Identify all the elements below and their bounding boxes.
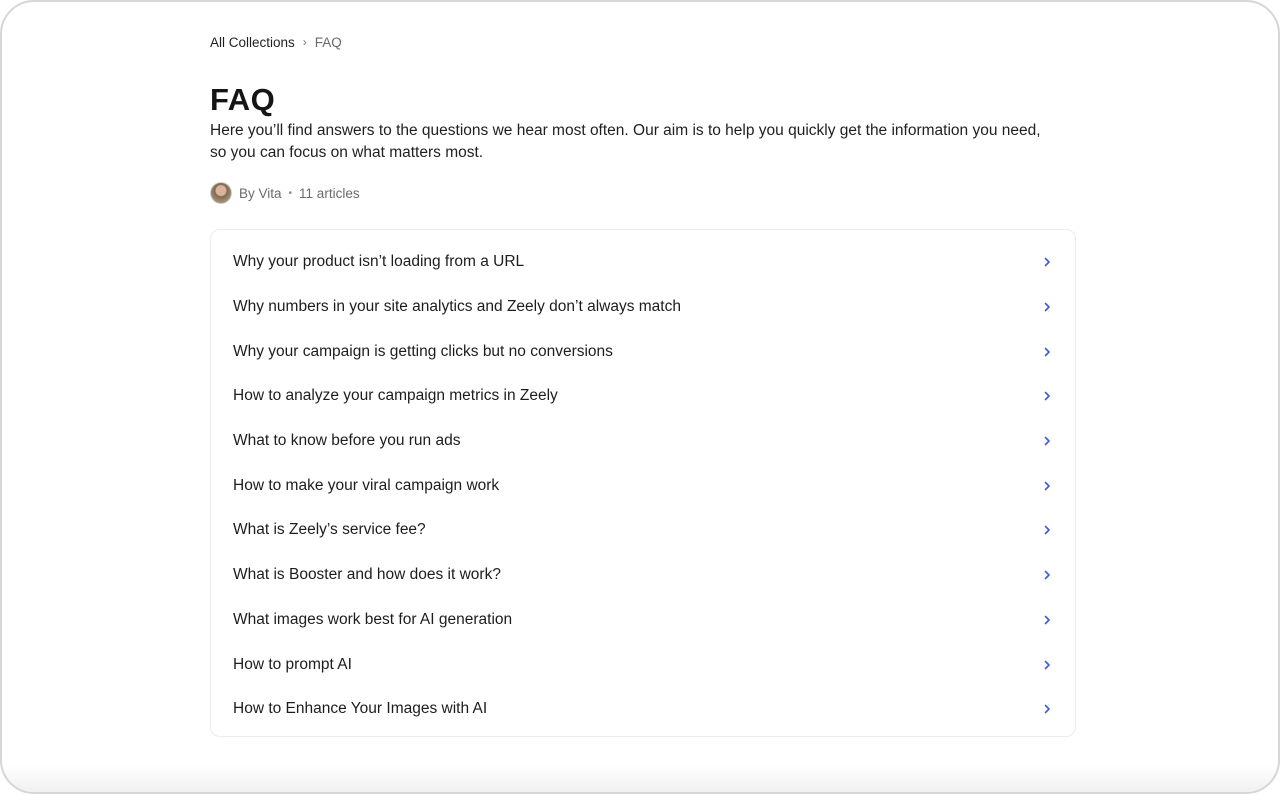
article-title: What images work best for AI generation <box>233 610 513 628</box>
bottom-fade <box>2 764 1278 792</box>
meta-separator-dot: • <box>288 187 293 199</box>
article-row[interactable] <box>211 240 1075 285</box>
chevron-right-icon <box>1041 659 1053 671</box>
chevron-right-icon <box>1041 435 1053 447</box>
breadcrumb-all-collections-link[interactable]: All Collections <box>210 34 295 50</box>
breadcrumb <box>210 32 1076 52</box>
chevron-right-icon <box>1041 301 1053 313</box>
article-count: 11 articles <box>299 185 360 201</box>
article-row[interactable] <box>211 374 1075 419</box>
article-title: How to analyze your campaign metrics in Zeely <box>233 387 558 405</box>
chevron-right-icon <box>1041 256 1053 268</box>
collection-description: Here you’ll find answers to the questions we hear most often. Our aim is to help you quickly get the information you need, so you can focus on what matters most. <box>210 122 1041 161</box>
article-row[interactable] <box>211 687 1075 732</box>
chevron-right-icon <box>1041 703 1053 715</box>
article-row[interactable] <box>211 329 1075 374</box>
chevron-right-icon <box>1041 346 1053 358</box>
author-avatar <box>210 182 232 204</box>
chevron-right-icon <box>1041 614 1053 626</box>
chevron-right-icon <box>1041 480 1053 492</box>
article-title: What is Zeely’s service fee? <box>233 521 426 539</box>
article-title: Why your product isn’t loading from a URL <box>233 253 525 271</box>
article-title: How to prompt AI <box>233 655 352 673</box>
article-row[interactable] <box>211 508 1075 553</box>
collection-page <box>210 32 1076 737</box>
chevron-right-icon <box>1041 390 1053 402</box>
article-row[interactable] <box>211 642 1075 687</box>
article-title: Why numbers in your site analytics and Zeely don’t always match <box>233 298 681 316</box>
article-title: Why your campaign is getting clicks but no conversions <box>233 342 613 360</box>
breadcrumb-separator-icon: › <box>302 35 307 49</box>
article-row[interactable] <box>211 285 1075 330</box>
article-row[interactable] <box>211 553 1075 598</box>
page-title: FAQ <box>210 82 276 117</box>
chevron-right-icon <box>1041 569 1053 581</box>
author-name: By Vita <box>239 185 282 201</box>
article-row[interactable] <box>211 598 1075 643</box>
article-title: How to Enhance Your Images with AI <box>233 700 488 718</box>
article-title: How to make your viral campaign work <box>233 476 500 494</box>
chevron-right-icon <box>1041 524 1053 536</box>
article-title: What is Booster and how does it work? <box>233 566 501 584</box>
collection-meta <box>210 181 1076 205</box>
breadcrumb-current: FAQ <box>314 34 342 50</box>
article-list <box>210 229 1076 737</box>
article-row[interactable] <box>211 463 1075 508</box>
article-row[interactable] <box>211 419 1075 464</box>
article-title: What to know before you run ads <box>233 432 461 450</box>
